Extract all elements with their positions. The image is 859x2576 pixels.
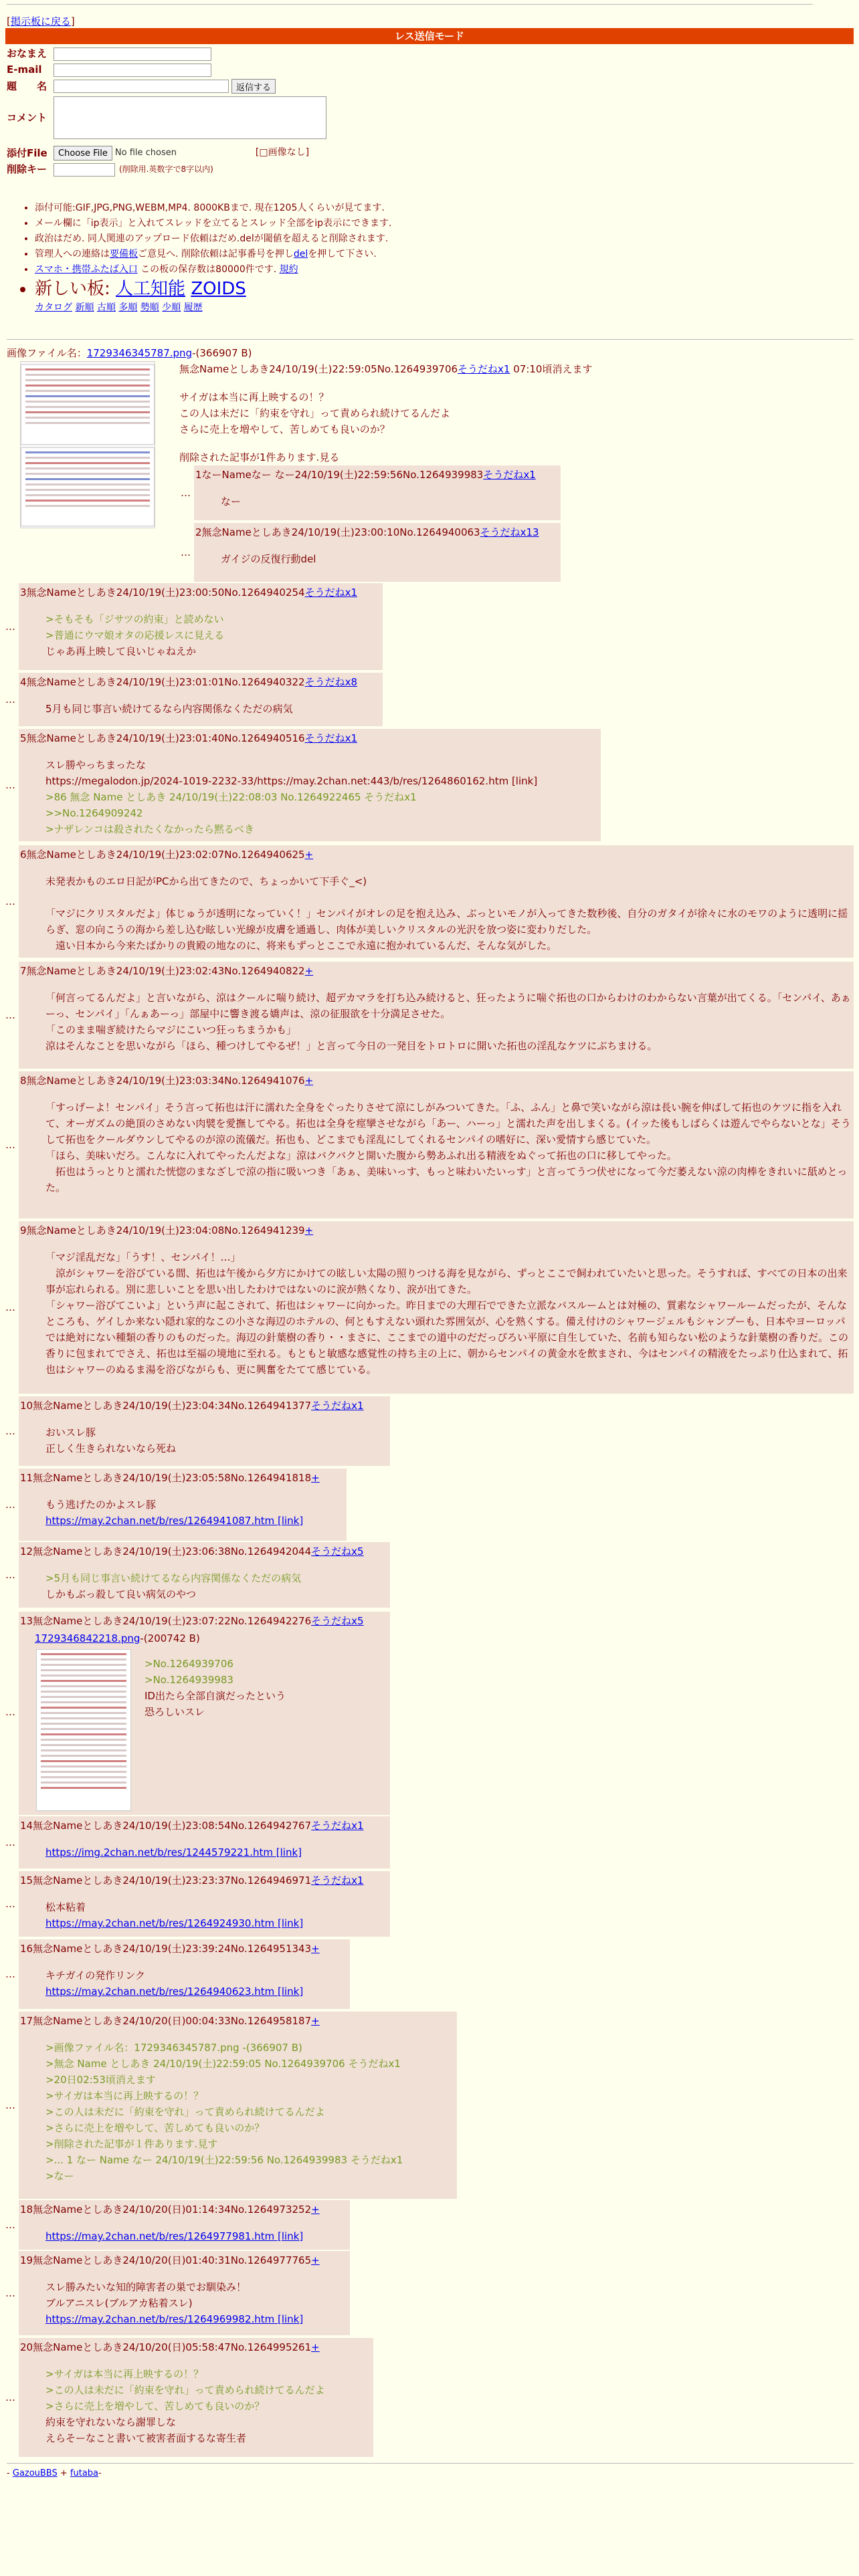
sort-momentum-link[interactable]: 勢順 [140,302,159,313]
body-line: 「何言ってるんだよ」と言いながら、涼はクールに喘り続け、超デカマラを打ち込み続けると、狂ったように喘ぐ拓也の口からわけのわからない言葉が出てくる。「センパイ、あぁーっ、センパイ」「んぁあーっ」部屋中に響き渡る嬌声は、涼の征服欲を十分満足させた。 [45,992,851,1020]
new-board-zoids-link[interactable]: ZOIDS [191,279,246,299]
reply-number: 4 [20,676,27,688]
reply-number: 10 [20,1400,33,1412]
reply-number: 12 [20,1545,33,1558]
gazoubbs-link[interactable]: GazouBBS [12,2468,58,2478]
reply-post [19,673,383,726]
reply-file-info [19,1630,390,1646]
reply-header [19,1939,350,1958]
back-link-wrap: [掲示板に戻る] [7,15,75,27]
rule-item: • メール欄に「ip表示」と入れてスレッドを立てるとスレッド全部をip表示にできます. [35,216,391,231]
reply-body [19,691,383,720]
reply-body [19,2270,350,2330]
reply-file-link[interactable]: 1729346842218.png [35,1632,140,1644]
body-line: 「このまま喘ぎ続けたらマジにこいつ狂っちまうかも」 [45,1024,297,1036]
reply-header [19,1469,347,1487]
body-line: 「マジにクリスタルだよ」体じゅうが透明になっていく！」センパイがオレの足を抱え込み、ぶっといモノが入ってきた数秒後、自分のガタイが徐々に水のモワのように透明に揺らぎ、窓の向こうの海から差し込む眩しい光線が皮膚を通過し、肉体が美しいクリスタルの光沢を放つ姿に変わりだした。 [45,907,848,936]
reply-meta: 無念Nameとしあき24/10/20(日)00:04:33No.1264958187 [33,2015,312,2027]
reply-thumbnail[interactable] [36,1649,131,1811]
reply-number: 17 [20,2015,33,2027]
reply-dots: … [5,779,15,791]
reply-dots: … [5,895,15,907]
quote-line: >削除された記事が１件あります.見す [45,2138,218,2150]
reply-number: 3 [20,586,27,599]
reply-header [19,2200,350,2219]
deleted-notice: 削除された記事が1件あります.見る [179,451,340,463]
reply-dots: … [5,1009,15,1021]
reply-body [19,980,854,1057]
comment-textarea[interactable] [54,96,326,139]
reply-body [145,1646,286,1815]
sort-links [35,300,391,316]
thread-link[interactable]: https://may.2chan.net/b/res/1264941087.htm [link] [45,1515,304,1527]
quote-line: >この人は未だに「約束を守れ」って責められ続けてるんだよ [45,2384,325,2396]
choose-file-button[interactable]: Choose File [54,146,112,160]
reply-body [19,602,383,662]
reply-dots: … [5,693,15,706]
body-line: なー [221,496,242,508]
thread-link[interactable]: https://img.2chan.net/b/res/1244579221.htm [link] [45,1846,302,1858]
rule-item: • 管理人への連絡は要備板ご意見へ. 削除依頼は記事番号を押しdelを押して下さい. [35,247,391,262]
reply-meta: 無念Nameとしあき24/10/19(土)23:01:40No.1264940516 [26,732,305,744]
sodane-button[interactable]: そうだねx5 [311,1615,364,1627]
reply-post [19,1939,350,2009]
name-input[interactable] [54,47,211,61]
op-thumbnail[interactable] [20,361,155,528]
reply-number: 14 [20,1820,33,1832]
reply-dots: … [5,1836,15,1848]
history-link[interactable]: 履歴 [183,302,203,313]
thread-link[interactable]: https://may.2chan.net/b/res/1264969982.htm [link] [45,2313,304,2325]
reply-meta: 無念Nameとしあき24/10/19(土)23:01:01No.1264940322 [26,676,305,688]
footer: - GazouBBS + futaba- [7,2468,102,2478]
reply-body [19,1958,350,2002]
quote-line: >ナザレンコは殺されたくなかったら黙るべき [45,823,254,835]
reply-header [19,1542,390,1561]
body-line: 涼はそんなことを思いながら「ほら、種つけしてやるぜ！」と言って今日の一発目をトロトロに開いた拓也の淫乱なケツにぶちまける。 [45,1040,658,1052]
op-header: 無念Nameとしあき24/10/19(土)22:59:05No.1264939706そうだねx1 07:10頃消えます [179,363,593,375]
reply-meta: 無念Nameとしあき24/10/20(日)05:58:47No.1264995261 [33,2341,312,2353]
name-label: おなまえ [7,47,47,60]
reply-meta: 無念Nameとしあき24/10/19(土)23:04:34No.1264941377 [33,1400,312,1412]
body-line: じゃあ再上映して良いじゃねえか [45,645,197,657]
reply-meta: 無念Nameとしあき24/10/19(土)23:02:43No.1264940822 [26,965,305,977]
no-image-checkbox[interactable]: [□画像なし] [255,147,310,158]
reply-number: 16 [20,1943,33,1955]
reply-body [19,864,854,956]
reply-header [194,465,561,484]
reply-post [19,962,854,1069]
reply-post [19,1542,390,1608]
rule-item: • 政治はだめ. 同人関連のアップロード依頼はだめ.delが閾値を超えると削除されます. [35,231,391,247]
reply-form [7,47,475,179]
reply-meta: 無念Nameとしあき24/10/19(土)23:08:54No.1264942767 [33,1820,312,1832]
sodane-button[interactable]: そうだねx1 [311,1874,364,1887]
sodane-button[interactable]: そうだねx1 [483,469,536,481]
reply-meta: 無念Nameとしあき24/10/19(土)23:03:34No.1264941076 [26,1075,305,1087]
quote-line: >そもそも「ジサツの約束」と読めない [45,613,224,625]
reply-body [19,2030,457,2187]
sodane-button[interactable]: そうだねx1 [458,363,510,375]
sodane-button[interactable]: + [304,965,314,977]
reply-body [19,1415,390,1459]
reply-number: 15 [20,1874,33,1887]
sodane-button[interactable]: + [311,2341,320,2353]
reply-dots: … [5,2287,15,2299]
delete-key-note: (削除用.英数字で8字以内) [119,165,213,175]
futaba-link[interactable]: futaba [70,2468,99,2478]
comment-label: コメント [7,111,47,124]
reply-header [19,2251,350,2270]
thread-link[interactable]: https://may.2chan.net/b/res/1264977981.htm [link] [45,2230,304,2242]
reply-mode-banner: レス送信モード [5,28,854,44]
body-line: 「シャワー浴びてこいよ」という声に起こされて、拓也はシャワーに向かった。昨日までの大理石でできた立派なバスルームとは対極の、質素なシャワールームだったが、そんなところも、ゲイしか来ない隠れ家的なこの小さな海辺のホテルの、何ともすえない頭れた雰囲気が、心を熟くする。備え付けのシャワージェルもシャンプーも、日本やヨーロッパでは絶対にない種類の香りのものだった。海辺の針葉樹の香り・・まさに、ここまでの道中のだだっぴろい平原に自生していた、名前も知らない松のような針葉樹の香りだ。この香りに包まれてでさえ、拓也は至福の境地に至れる。もともと敏感な感覚性の持ち主の上に、朝からセンパイの黄金水を飲まされ、今はセンパイの精液をたっぷり仕込まれて、拓也はシャワーのぬるま湯を浴びながらも、更に興奮をたてて感じている。 [45,1299,849,1376]
thread-link[interactable]: https://may.2chan.net/b/res/1264924930.htm [link] [45,1917,304,1929]
reply-dots: … [5,621,15,633]
body-line: 遠い日本から今来たばかりの貴殿の地なのに、将来もずっとここで永遠に抱かれているんだ、そんな気がした。 [45,940,557,952]
quote-line: >No.1264939706 [145,1658,233,1670]
reply-header [194,523,561,542]
reply-header [19,1071,854,1090]
reply-header [19,673,383,691]
file-label: 添付File [7,146,47,159]
reply-body [194,484,561,512]
reply-dots: … [5,1499,15,1511]
reply-header [19,845,854,864]
new-boards: • 新しい板: 人工知能 ZOIDS [35,278,391,300]
reply-meta: 無念Nameとしあき24/10/20(日)01:40:31No.1264977765 [33,2254,312,2266]
op-file-link[interactable]: 1729346345787.png [86,347,193,359]
body-line: スレ勝みたいな知的障害者の巣でお馴染み！ [45,2281,247,2293]
reply-meta: 無念Nameとしあき24/10/20(日)01:14:34No.1264973252 [33,2204,312,2216]
reply-dots: … [5,1139,15,1151]
reply-body [19,1240,854,1380]
reply-post [19,2251,350,2335]
body-line: しかもぶっ殺して良い病気のやつ [45,1588,197,1600]
reply-post [19,583,383,670]
body-line: 5月も同じ事言い続けてるなら内容関係なくただの病気 [45,703,293,715]
sodane-button[interactable]: そうだねx1 [311,1400,364,1412]
reply-number: 1 [195,469,202,481]
reply-post [19,1396,390,1466]
reply-number: 11 [20,1472,33,1484]
body-line: 拓也はうっとりと濡れた恍惚のまなざしで涼の指に吸いつき「あぁ、美味いっす、もっと味わいたいっす」と言ってうつ伏せになって今だ萎えない涼の肉棒をきれいに舐めとった。 [45,1166,848,1194]
body-line: 恐ろしいスレ [145,1706,205,1718]
subject-input[interactable] [54,80,229,93]
op-line: サイガは本当に再上映するの！？ [179,391,329,403]
reply-post [19,1816,390,1868]
reply-post [19,2338,373,2457]
reply-body [19,748,601,840]
reply-meta: 無念Nameとしあき24/10/19(土)23:06:38No.1264942044 [33,1545,312,1558]
sodane-button[interactable]: そうだねx5 [311,1545,364,1558]
reply-number: 9 [20,1224,27,1237]
reply-number: 5 [20,732,27,744]
reply-post [19,1071,854,1218]
reply-header [19,2012,457,2030]
rule-item: • 添付可能:GIF,JPG,PNG,WEBM,MP4. 8000KBまで. 現在1205人くらいが見てます. [35,201,391,216]
body-line: おいスレ豚 [45,1426,96,1438]
email-input[interactable] [54,64,211,77]
reply-dots: … [5,2391,15,2403]
body-line: ID出たら全部自演だったという [145,1690,286,1702]
reply-post [19,729,601,841]
reply-dots: … [5,2219,15,2231]
sodane-button[interactable]: そうだねx1 [311,1820,364,1832]
reply-body [19,2219,350,2247]
reply-dots: … [5,1968,15,1980]
sodane-button[interactable]: + [304,1075,314,1087]
sodane-button[interactable]: + [311,2254,320,2266]
quote-line: >86 無念 Name としあき 24/10/19(土)22:08:03 No.1264922465 そうだねx1 [45,791,417,803]
rule-item: • スマホ・携帯ふたば入口 この板の保存数は80000件です. 規約 [35,262,391,278]
reply-meta: 無念Nameとしあき24/10/19(土)23:05:58No.1264941818 [33,1472,312,1484]
sodane-button[interactable]: + [311,2015,320,2027]
reply-number: 7 [20,965,27,977]
reply-body [19,2357,373,2449]
reply-post [19,1469,347,1541]
reply-header [19,2338,373,2357]
quote-line: >さらに売上を増やして、苦しめても良いのか？ [45,2400,265,2412]
reply-header [19,729,601,748]
reply-dots: … [181,487,191,499]
reply-meta: 無念Nameとしあき24/10/19(土)23:39:24No.1264951343 [33,1943,312,1955]
reply-dots: … [5,1569,15,1581]
reply-number: 20 [20,2341,33,2353]
reply-post [19,845,854,958]
quote-line: >さらに売上を増やして、苦しめても良いのか？ [45,2122,265,2134]
top-divider [7,4,813,5]
sodane-button[interactable]: + [311,1472,320,1484]
reply-post [19,1871,390,1937]
reply-header [19,583,383,602]
reply-number: 2 [195,526,202,538]
terms-link[interactable]: 規約 [279,264,298,275]
reply-meta: 無念Nameとしあき24/10/19(土)23:07:22No.1264942276 [33,1615,312,1627]
reply-post [19,2012,457,2199]
quote-line: >画像ファイル名：1729346345787.png -(366907 B) [45,2042,302,2054]
reply-file-size: -(200742 B) [140,1632,200,1644]
reply-meta: 無念Nameとしあき24/10/19(土)23:04:08No.1264941239 [26,1224,305,1237]
reply-number: 8 [20,1075,27,1087]
sodane-button[interactable]: + [311,1943,320,1955]
quote-line: >>No.1264909242 [45,807,143,819]
reply-header [19,1396,390,1415]
sodane-button[interactable]: そうだねx1 [304,732,357,744]
body-line: ブルアニスレ(ブルアカ粘着スレ) [45,2297,193,2309]
body-line: 約束を守れないなら謝罪しな [45,2416,177,2428]
body-line: キチガイの発作リンク [45,1969,145,1981]
reply-meta: 無念Nameとしあき24/10/19(土)23:00:10No.1264940063 [201,526,480,538]
body-line: スレ勝やっちまったな [45,759,147,771]
reply-post [19,1612,390,1815]
body-line: 「ほら、美味いだろ。こんなに入れてやったんだよな」涼はバクバクと開いた腹から勢あふれ出る精液をぬぐって拓也の口に移してやった。 [45,1150,677,1162]
reply-header [19,1612,390,1630]
reply-header [19,1871,390,1890]
op-post [179,361,781,465]
body-line: えらそーなこと書いて被害者面するな寄生者 [45,2432,247,2444]
body-line: 「すっげーよ！センパイ」そう言って拓也は汗に濡れた全身をぐったりさせて涼にしがみついてきた。「ふ、ふん」と鼻で笑いながら涼は長い腕を伸ばして拓也のケツに指を入れて、オーガズムの絶頂のさめない肉襞を愛撫してやる。拓也は全身を痙攣させながら「あー、ハーっ」と濡れた声を出しまくる。(イッた後もしばらくは遊んでやらないとな」そうして拓也をクールダウンしてやるのが涼の流儀だ。拓也も、どこまでも淫乱にしてくれるセンパイの嗜好に、深い愛情すら感じていた。 [45,1101,851,1146]
reply-body [19,1090,854,1198]
reply-number: 13 [20,1615,33,1627]
submit-button[interactable]: 返信する [231,79,276,94]
body-line: 「マジ淫乱だな」「うす！、センパイ！…」 [45,1251,241,1263]
op-line: この人は未だに「約束を守れ」って責められ続けてるんだよ [179,407,451,419]
sodane-button[interactable]: + [304,1224,314,1237]
quote-line: >5月も同じ事言い続けてるなら内容関係なくただの病気 [45,1572,302,1584]
file-status: No file chosen [114,147,177,158]
reply-meta: 無念Nameとしあき24/10/19(土)23:23:37No.1264946971 [33,1874,312,1887]
catalog-link[interactable]: カタログ [35,302,72,313]
reply-number: 19 [20,2254,33,2266]
reply-post [19,1221,854,1394]
reply-body [19,1890,390,1934]
body-line: ガイジの反復行動del [221,553,316,565]
quote-line: >No.1264939983 [145,1674,233,1686]
section-divider [7,339,854,340]
delete-key-input[interactable] [54,163,115,177]
reply-post [19,2200,350,2250]
reply-meta: 無念Nameとしあき24/10/19(土)23:02:07No.1264940625 [26,849,305,861]
reply-meta: 無念Nameとしあき24/10/19(土)23:00:50No.1264940254 [26,586,305,599]
body-line: 松本粘着 [45,1901,86,1913]
quote-line: >サイガは本当に再上映するの！？ [45,2090,204,2102]
reply-dots: … [5,1706,15,1718]
sort-few-link[interactable]: 少順 [162,302,181,313]
new-board-ai-link[interactable]: 人工知能 [116,279,186,299]
back-to-board-link[interactable]: 掲示板に戻る [10,15,71,27]
quote-line: >20日02:53頃消えます [45,2074,156,2086]
reply-header [19,1221,854,1240]
delete-key-label: 削除キー [7,163,47,175]
board-rules [23,201,391,316]
body-line: 未発表かものエロ日記がPCから出てきたので、ちょっかいて下手ぐ_<) [45,875,367,887]
reply-dots: … [5,2099,15,2111]
reply-number: 6 [20,849,27,861]
sort-many-link[interactable]: 多順 [118,302,138,313]
quote-line: >この人は未だに「約束を守れ」って責められ続けてるんだよ [45,2106,325,2118]
quote-line: >... 1 なー Name なー 24/10/19(土)22:59:56 No.1264939983 そうだねx1 [45,2154,403,2166]
subject-label: 題 名 [7,80,47,92]
reply-number: 18 [20,2204,33,2216]
body-line: 正しく生きられないなら死ね [45,1442,177,1455]
sort-old-link[interactable]: 古順 [96,302,116,313]
quote-line: >なー [45,2170,74,2182]
reply-body [19,1835,390,1863]
sodane-button[interactable]: そうだねx1 [304,586,357,599]
reply-body [194,542,561,570]
reply-body [19,1561,390,1605]
reply-meta: なーNameなー なー24/10/19(土)22:59:56No.1264939983 [201,469,484,481]
op-file-info: 画像ファイル名：1729346345787.png-(366907 B) [7,347,252,359]
reply-body [19,1487,347,1531]
sodane-button[interactable]: + [304,849,314,861]
board-link[interactable]: 要備板 [110,249,138,259]
body-line [45,889,854,905]
reply-dots: … [5,1425,15,1437]
body-line: https://megalodon.jp/2024-1019-2232-33/https://may.2chan.net:443/b/res/1264860162.htm [link] [45,775,538,787]
body-line: もう逃げたのかよスレ豚 [45,1499,157,1511]
footer-divider [7,2463,854,2464]
reply-header [19,962,854,980]
reply-dots: … [181,546,191,558]
sort-new-link[interactable]: 新順 [75,302,94,313]
sodane-button[interactable]: そうだねx8 [304,676,357,688]
sodane-button[interactable]: + [311,2204,320,2216]
quote-line: >普通にウマ娘オタの応援レスに見える [45,629,225,641]
mobile-entrance-link[interactable]: スマホ・携帯ふたば入口 [35,264,138,275]
body-line: 涼がシャワーを浴びている間、拓也は午後から夕方にかけての眩しい太陽の照りつける海を見ながら、ずっとここで飼われていたいと思った。そうすれば、すべての日本の出来事が忘れられる。別に悲しいことを思い出したわけではないのに涙が熱くなり、涙が出てきた。 [45,1267,848,1295]
sodane-button[interactable]: そうだねx13 [480,526,539,538]
del-link[interactable]: del [293,249,308,259]
op-line: さらに売上を増やして、苦しめても良いのか？ [179,423,390,435]
reply-dots: … [5,1301,15,1313]
thread-link[interactable]: https://may.2chan.net/b/res/1264940623.htm [link] [45,1985,304,1998]
reply-dots: … [5,1898,15,1910]
reply-header [19,1816,390,1835]
quote-line: >サイガは本当に再上映するの！？ [45,2368,204,2380]
reply-post [194,523,561,582]
reply-post [194,465,561,520]
quote-line: >無念 Name としあき 24/10/19(土)22:59:05 No.1264939706 そうだねx1 [45,2058,401,2070]
email-label: E-mail [7,64,42,76]
